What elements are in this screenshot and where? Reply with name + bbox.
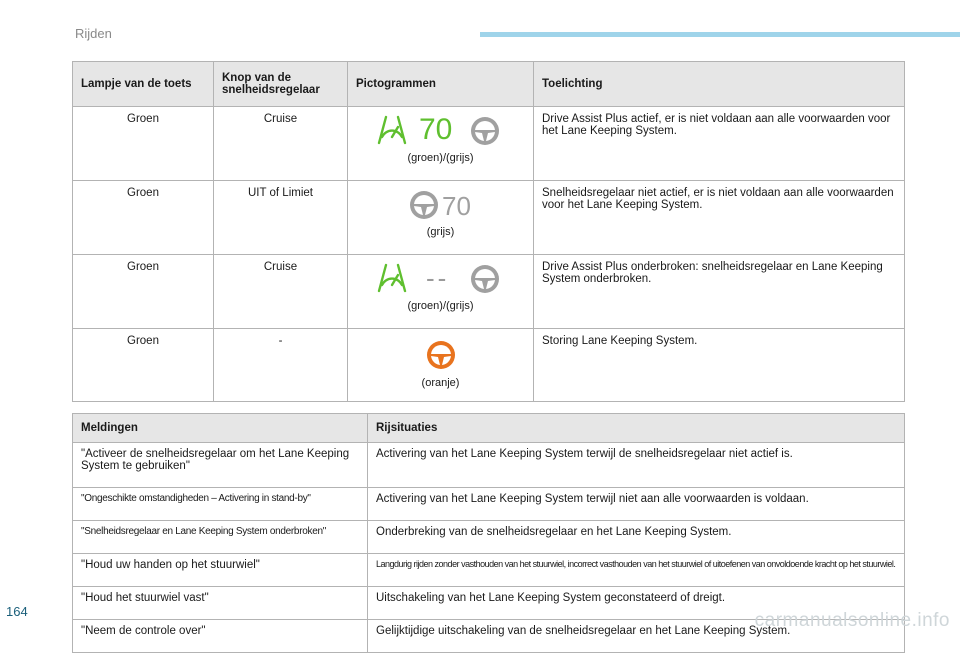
- speed-value: --: [426, 263, 450, 293]
- table-header-row: [73, 62, 905, 107]
- cell-toelichting: Snelheidsregelaar niet actief, er is niet voldaan aan alle voorwaarden voor het Lane Keeping System.: [534, 181, 905, 255]
- steering-wheel-icon: [469, 115, 501, 147]
- pictogram-caption: (groen)/(grijs): [407, 300, 474, 312]
- cell-knop: Cruise: [214, 107, 348, 181]
- table-row: [73, 554, 905, 587]
- header-accent-bar: [480, 32, 960, 37]
- pictogram-group: [356, 187, 525, 241]
- table-row: [73, 443, 905, 488]
- speed-gauge-lane-icon: [374, 113, 410, 147]
- cell-picto: [348, 255, 534, 329]
- table-header-row: [73, 414, 905, 443]
- cell-lamp: Groen: [73, 329, 214, 402]
- watermark: carmanualsonline.info: [754, 610, 950, 631]
- cell-melding: "Ongeschikte omstandigheden – Activering in stand-by": [73, 488, 368, 521]
- steering-wheel-icon: [469, 263, 501, 295]
- cell-situatie: Activering van het Lane Keeping System terwijl niet aan alle voorwaarden is voldaan.: [368, 488, 905, 521]
- steering-wheel-icon: [425, 339, 457, 371]
- pictogram-group: [356, 261, 525, 315]
- header-rijsituaties: Rijsituaties: [368, 414, 905, 443]
- cell-toelichting: Storing Lane Keeping System.: [534, 329, 905, 402]
- cell-knop: UIT of Limiet: [214, 181, 348, 255]
- section-title: Rijden: [75, 26, 112, 41]
- cell-melding: "Houd uw handen op het stuurwiel": [73, 554, 368, 587]
- table-row: [73, 521, 905, 554]
- speed-value: 70: [442, 191, 471, 221]
- speed-value: 70: [419, 113, 453, 146]
- header-meldingen: Meldingen: [73, 414, 368, 443]
- pictogram-group: [356, 113, 525, 167]
- header-knop: Knop van de snelheidsregelaar: [214, 62, 348, 107]
- speed-gauge-lane-icon: [374, 261, 410, 295]
- cell-melding: "Houd het stuurwiel vast": [73, 587, 368, 620]
- cell-situatie: Uitschakeling van het Lane Keeping System geconstateerd of dreigt.: [368, 587, 905, 620]
- cell-knop: Cruise: [214, 255, 348, 329]
- header-pictogrammen: Pictogrammen: [348, 62, 534, 107]
- table-row: [73, 329, 905, 402]
- cell-lamp: Groen: [73, 255, 214, 329]
- cell-melding: "Activeer de snelheidsregelaar om het Lane Keeping System te gebruiken": [73, 443, 368, 488]
- table-row: [73, 107, 905, 181]
- pictogram-group: [356, 335, 525, 389]
- page-number: 164: [6, 604, 28, 619]
- cell-situatie: Activering van het Lane Keeping System terwijl de snelheidsregelaar niet actief is.: [368, 443, 905, 488]
- header-lamp: Lampje van de toets: [73, 62, 214, 107]
- cell-picto: [348, 329, 534, 402]
- steering-wheel-icon: [408, 189, 440, 221]
- cell-situatie: Onderbreking van de snelheidsregelaar en het Lane Keeping System.: [368, 521, 905, 554]
- cell-toelichting: Drive Assist Plus onderbroken: snelheidsregelaar en Lane Keeping System onderbroken.: [534, 255, 905, 329]
- header-toelichting: Toelichting: [534, 62, 905, 107]
- cell-melding: "Snelheidsregelaar en Lane Keeping System onderbroken": [73, 521, 368, 554]
- cell-melding: "Neem de controle over": [73, 620, 368, 653]
- cell-picto: [348, 107, 534, 181]
- cell-lamp: Groen: [73, 181, 214, 255]
- pictogram-caption: (oranje): [421, 377, 460, 389]
- table-row: [73, 488, 905, 521]
- cell-situatie: Gelijktijdige uitschakeling van de snelheidsregelaar en het Lane Keeping System.: [368, 620, 905, 653]
- pictogram-caption: (grijs): [426, 226, 455, 238]
- cell-situatie: Langdurig rijden zonder vasthouden van het stuurwiel, incorrect vasthouden van het stuurwiel of uitoefenen van onvoldoende kracht op het stuurwiel.: [368, 554, 905, 587]
- cell-knop: -: [214, 329, 348, 402]
- cell-toelichting: Drive Assist Plus actief, er is niet voldaan aan alle voorwaarden voor het Lane Keeping System.: [534, 107, 905, 181]
- pictogram-caption: (groen)/(grijs): [407, 152, 474, 164]
- indicator-table: [72, 61, 905, 402]
- table-row: [73, 181, 905, 255]
- cell-picto: [348, 181, 534, 255]
- cell-lamp: Groen: [73, 107, 214, 181]
- table-row: [73, 255, 905, 329]
